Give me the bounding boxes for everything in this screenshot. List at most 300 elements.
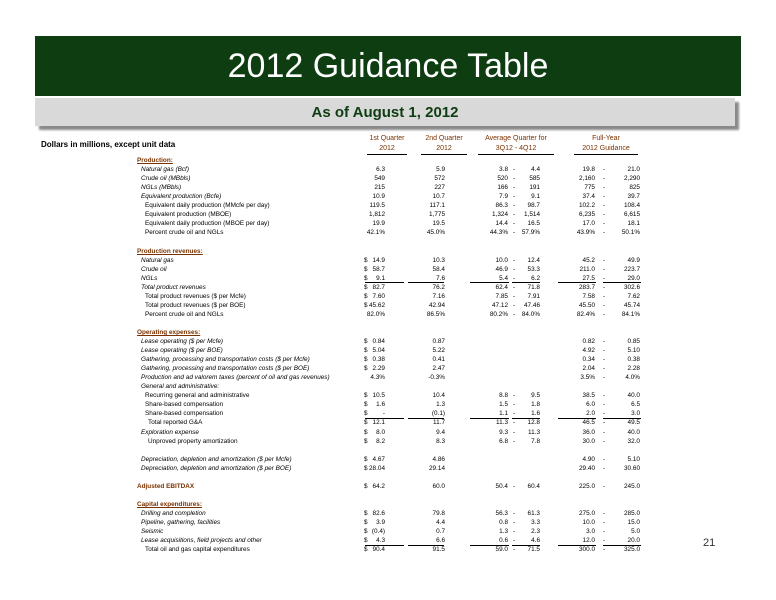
cell-avg-low: 0.6 — [499, 537, 508, 545]
dollar-sign: $ — [364, 410, 368, 418]
page-subtitle: As of August 1, 2012 — [311, 103, 459, 121]
cell-fy-low: 17.0 — [582, 220, 595, 228]
cell-fy-low: 0.34 — [582, 356, 595, 364]
row-label: Share-based compensation — [145, 401, 224, 409]
table-row — [0, 509, 776, 518]
dollar-sign: $ — [364, 338, 368, 345]
range-dash: - — [603, 347, 606, 355]
cell-q2: 5.22 — [432, 347, 445, 355]
range-dash: - — [513, 519, 516, 526]
dollar-sign: $ — [364, 537, 368, 545]
spacer-row — [0, 446, 776, 455]
range-dash: - — [513, 283, 516, 291]
cell-fy-high: 49.5 — [627, 419, 640, 427]
cell-q1: 12.1 — [372, 419, 385, 427]
cell-fy-low: 2.0 — [586, 410, 595, 418]
cell-q1: 90.4 — [372, 546, 385, 554]
cell-fy-high: 84.1% — [621, 310, 640, 318]
range-dash: - — [513, 175, 516, 183]
cell-avg-low: 1,324 — [492, 211, 508, 219]
cell-q2: 4.86 — [432, 455, 445, 463]
cell-q2: 117.1 — [429, 202, 445, 210]
cell-q1: 1.6 — [376, 401, 385, 409]
cell-avg-high: 7.91 — [527, 292, 540, 300]
cell-fy-low: 38.5 — [582, 392, 595, 400]
cell-avg-high: 71.8 — [527, 283, 540, 291]
row-label: Lease operating ($ per Mcfe) — [141, 338, 224, 345]
cell-fy-high: 325.0 — [624, 546, 640, 554]
row-label: Equivalent daily production (MMcfe per day) — [145, 202, 270, 210]
cell-q2: 0.41 — [432, 356, 445, 364]
range-dash: - — [603, 437, 606, 445]
cell-fy-low: 36.0 — [582, 428, 595, 436]
row-label: Total oil and gas capital expenditures — [145, 546, 250, 554]
dollar-sign: $ — [364, 401, 368, 409]
dollar-sign: $ — [364, 528, 368, 536]
cell-avg-low: 166 — [497, 184, 508, 192]
cell-q2: (0.1) — [431, 410, 445, 418]
subtitle-banner — [35, 98, 735, 126]
table-row — [0, 283, 776, 292]
range-dash: - — [603, 419, 606, 427]
range-dash: - — [603, 256, 606, 264]
range-dash: - — [513, 274, 516, 282]
page-number: 21 — [703, 537, 716, 549]
range-dash: - — [513, 410, 516, 418]
range-dash: - — [513, 482, 516, 490]
cell-fy-low: 29.40 — [579, 464, 595, 472]
cell-fy-low: 19.8 — [582, 166, 595, 174]
cell-q1: 28.04 — [369, 464, 385, 472]
cell-avg-low: 3.8 — [499, 166, 508, 174]
cell-avg-low: 7.85 — [495, 292, 508, 300]
dollar-sign: $ — [364, 482, 368, 490]
range-dash: - — [513, 256, 516, 264]
row-label: Crude oil (MBbls) — [141, 175, 191, 183]
cell-q2: 8.3 — [436, 437, 445, 445]
cell-fy-low: 300.0 — [579, 546, 595, 554]
cell-avg-low: 8.8 — [499, 392, 508, 400]
cell-q1: 82.7 — [372, 283, 385, 291]
cell-q2: 91.5 — [432, 546, 445, 554]
table-row — [0, 337, 776, 346]
row-label: Drilling and completion — [141, 509, 206, 517]
range-dash: - — [513, 537, 516, 545]
cell-avg-high: 11.3 — [528, 428, 540, 436]
cell-fy-low: 45.2 — [582, 256, 595, 264]
cell-q2: 7.16 — [432, 292, 445, 300]
cell-fy-high: 285.0 — [624, 509, 640, 517]
table-row — [0, 373, 776, 382]
cell-fy-high: 32.0 — [627, 437, 640, 445]
row-label: Production and ad valorem taxes (percent of oil and gas revenues) — [141, 374, 330, 382]
cell-q1: - — [382, 410, 385, 418]
cell-fy-low: 30.0 — [582, 437, 595, 445]
range-dash: - — [603, 519, 606, 526]
range-dash: - — [603, 283, 606, 291]
cell-fy-low: 4.90 — [582, 455, 595, 463]
cell-avg-low: 10.0 — [495, 256, 508, 264]
cell-avg-low: 80.2% — [489, 310, 508, 318]
cell-q2: 6.6 — [436, 537, 445, 545]
cell-fy-high: 50.1% — [621, 229, 640, 237]
cell-fy-high: 18.1 — [627, 220, 640, 228]
cell-fy-high: 40.0 — [627, 392, 640, 400]
spacer-row — [0, 473, 776, 482]
cell-avg-high: 1.6 — [531, 410, 540, 418]
table-row — [0, 183, 776, 192]
cell-fy-high: 40.0 — [627, 428, 640, 436]
cell-q1: 82.6 — [372, 509, 385, 517]
dollar-sign: $ — [364, 437, 368, 445]
range-dash: - — [603, 537, 606, 545]
cell-q1: (0.4) — [371, 528, 385, 536]
cell-fy-low: 2.04 — [582, 365, 595, 373]
cell-q2: 42.94 — [429, 301, 445, 309]
range-dash: - — [513, 428, 516, 436]
cell-fy-low: 211.0 — [579, 265, 595, 273]
cell-fy-high: 29.0 — [627, 274, 640, 282]
row-label: NGLs (MBbls) — [141, 184, 182, 192]
cell-fy-high: 108.4 — [624, 202, 640, 210]
cell-fy-high: 39.7 — [627, 193, 640, 201]
cell-avg-high: 84.0% — [521, 310, 540, 318]
cell-q2: 10.4 — [432, 392, 445, 400]
cell-avg-low: 14.4 — [495, 220, 508, 228]
cell-q2: 9.4 — [436, 428, 445, 436]
cell-q1: 6.3 — [376, 166, 385, 174]
cell-fy-high: 6,615 — [624, 211, 640, 219]
cell-q2: 2.47 — [432, 365, 445, 373]
cell-fy-high: 5.10 — [627, 455, 640, 463]
cell-fy-low: 6.0 — [586, 401, 595, 409]
range-dash: - — [603, 365, 606, 373]
cell-q2: 60.0 — [432, 482, 445, 490]
dollar-sign: $ — [364, 256, 368, 264]
cell-q1: 0.38 — [372, 356, 385, 364]
cell-q1: 3.9 — [376, 519, 385, 526]
table-row — [0, 464, 776, 473]
row-label: NGLs — [141, 274, 158, 282]
range-dash: - — [603, 184, 606, 192]
range-dash: - — [513, 301, 516, 309]
cell-fy-low: 775 — [584, 184, 595, 192]
row-label: Gathering, processing and transportation costs ($ per BOE) — [141, 365, 310, 373]
cell-fy-low: 225.0 — [579, 482, 595, 490]
dollar-sign: $ — [364, 392, 368, 400]
table-row — [0, 228, 776, 237]
cell-q2: 5.9 — [436, 166, 445, 174]
table-row — [0, 328, 776, 337]
cell-q1: 549 — [374, 175, 385, 183]
cell-fy-low: 45.50 — [579, 301, 595, 309]
row-label: Exploration expense — [141, 428, 199, 436]
cell-q2: 76.2 — [432, 283, 445, 291]
cell-q1: 215 — [374, 184, 385, 192]
cell-fy-low: 275.0 — [579, 509, 595, 517]
cell-avg-low: 520 — [497, 175, 508, 183]
table-row — [0, 265, 776, 274]
cell-fy-low: 2,160 — [579, 175, 595, 183]
column-header-q1: 1st Quarter 2012 — [367, 134, 407, 155]
row-label: Depreciation, depletion and amortization ($ per Mcfe) — [141, 455, 292, 463]
row-label: Recurring general and administrative — [145, 392, 250, 400]
section-header: Production revenues: — [137, 247, 203, 255]
row-label: Lease acquisitions, field projects and other — [141, 537, 262, 545]
cell-q2: -0.3% — [428, 374, 445, 382]
row-label: Percent crude oil and NGLs — [145, 229, 224, 237]
table-row — [0, 219, 776, 228]
row-label: Crude oil — [141, 265, 167, 273]
table-row — [0, 400, 776, 409]
cell-q1: 58.7 — [372, 265, 385, 273]
row-label: Depreciation, depletion and amortization ($ per BOE) — [141, 464, 292, 472]
cell-q1: 82.0% — [366, 310, 385, 318]
cell-avg-high: 57.9% — [521, 229, 540, 237]
range-dash: - — [603, 292, 606, 300]
range-dash: - — [603, 310, 606, 318]
cell-fy-high: 30.60 — [624, 464, 640, 472]
range-dash: - — [513, 419, 516, 427]
cell-q2: 29.14 — [429, 464, 445, 472]
cell-avg-high: 60.4 — [527, 482, 540, 490]
table-row — [0, 201, 776, 210]
dollar-sign: $ — [364, 292, 368, 300]
cell-fy-high: 21.0 — [627, 166, 640, 174]
cell-q1: 4.3 — [376, 537, 385, 545]
cell-avg-high: 4.6 — [531, 537, 540, 545]
cell-avg-low: 46.9 — [495, 265, 508, 273]
cell-avg-high: 585 — [529, 175, 540, 183]
cell-fy-high: 3.0 — [631, 410, 640, 418]
dollar-sign: $ — [364, 347, 368, 355]
table-row — [0, 210, 776, 219]
cell-fy-high: 4.0% — [625, 374, 640, 382]
cell-q1: 0.84 — [372, 338, 385, 345]
range-dash: - — [603, 166, 606, 174]
cell-fy-high: 0.85 — [627, 338, 640, 345]
cell-q1: 4.67 — [372, 455, 385, 463]
cell-fy-low: 46.5 — [582, 419, 595, 427]
row-label: Equivalent production (Bcfe) — [141, 193, 222, 201]
cell-fy-high: 5.10 — [627, 347, 640, 355]
table-row — [0, 156, 776, 165]
range-dash: - — [603, 428, 606, 436]
cell-fy-low: 7.58 — [582, 292, 595, 300]
cell-q1: 4.3% — [370, 374, 385, 382]
row-label: Total reported G&A — [148, 419, 203, 427]
row-label: Equivalent daily production (MBOE per day) — [145, 220, 270, 228]
cell-avg-low: 44.3% — [489, 229, 508, 237]
cell-avg-high: 47.46 — [524, 301, 540, 309]
column-header-q2: 2nd Quarter 2012 — [421, 134, 467, 155]
cell-avg-high: 191 — [529, 184, 540, 192]
cell-avg-low: 1.5 — [499, 401, 508, 409]
cell-fy-high: 223.7 — [624, 265, 640, 273]
cell-q1: 14.9 — [372, 256, 385, 264]
cell-fy-high: 45.74 — [624, 301, 640, 309]
cell-q2: 0.7 — [436, 528, 445, 536]
row-label: Natural gas (Bcf) — [141, 166, 189, 174]
dollar-sign: $ — [364, 428, 368, 436]
table-row — [0, 500, 776, 509]
units-note: Dollars in millions, except unit data — [41, 140, 176, 149]
spacer-row — [0, 237, 776, 246]
cell-avg-low: 1.1 — [499, 410, 508, 418]
cell-fy-low: 82.4% — [576, 310, 595, 318]
cell-fy-low: 3.0 — [586, 528, 595, 536]
table-row — [0, 274, 776, 283]
table-row — [0, 192, 776, 201]
cell-q2: 11.7 — [433, 419, 445, 427]
range-dash: - — [603, 528, 606, 536]
cell-q1: 10.9 — [372, 193, 385, 201]
row-label: Total product revenues ($ per Mcfe) — [145, 292, 246, 300]
table-row — [0, 518, 776, 527]
table-row — [0, 437, 776, 446]
cell-avg-high: 16.5 — [527, 220, 540, 228]
cell-avg-high: 12.4 — [527, 256, 540, 264]
cell-fy-low: 0.82 — [582, 338, 595, 345]
cell-q1: 9.1 — [376, 274, 385, 282]
row-label: Total product revenues ($ per BOE) — [145, 301, 246, 309]
cell-q2: 0.87 — [432, 338, 445, 345]
cell-q1: 42.1% — [366, 229, 385, 237]
cell-fy-high: 49.9 — [627, 256, 640, 264]
section-header: Capital expenditures: — [137, 500, 202, 508]
page-title: 2012 Guidance Table — [227, 46, 549, 85]
column-header-fy: Full-Year 2012 Guidance — [574, 134, 638, 155]
cell-q1: 5.04 — [372, 347, 385, 355]
cell-q1: 19.9 — [372, 220, 385, 228]
cell-avg-high: 53.3 — [527, 265, 540, 273]
cell-avg-low: 9.3 — [499, 428, 508, 436]
range-dash: - — [603, 464, 606, 472]
cell-avg-low: 56.3 — [495, 509, 508, 517]
cell-avg-low: 86.3 — [495, 202, 508, 210]
table-row — [0, 545, 776, 554]
cell-fy-low: 27.5 — [582, 274, 595, 282]
cell-q2: 58.4 — [432, 265, 445, 273]
cell-avg-high: 1,514 — [524, 211, 540, 219]
cell-fy-low: 37.4 — [582, 193, 595, 201]
range-dash: - — [513, 292, 516, 300]
cell-q2: 7.6 — [436, 274, 445, 282]
range-dash: - — [603, 274, 606, 282]
table-row — [0, 292, 776, 301]
cell-q1: 8.2 — [376, 437, 385, 445]
cell-fy-high: 825 — [629, 184, 640, 192]
cell-fy-low: 283.7 — [579, 283, 595, 291]
cell-fy-low: 3.5% — [580, 374, 595, 382]
range-dash: - — [603, 175, 606, 183]
range-dash: - — [513, 184, 516, 192]
range-dash: - — [603, 410, 606, 418]
range-dash: - — [513, 528, 516, 536]
cell-avg-high: 1.8 — [531, 401, 540, 409]
cell-fy-high: 5.0 — [631, 528, 640, 536]
cell-fy-high: 15.0 — [627, 519, 640, 526]
section-header: Operating expenses: — [137, 328, 201, 336]
range-dash: - — [513, 401, 516, 409]
range-dash: - — [513, 220, 516, 228]
range-dash: - — [603, 374, 606, 382]
title-banner — [35, 36, 741, 96]
cell-avg-low: 59.0 — [495, 546, 508, 554]
cell-fy-high: 2,290 — [624, 175, 640, 183]
cell-avg-high: 9.1 — [531, 193, 540, 201]
table-row — [0, 536, 776, 545]
table-row — [0, 428, 776, 437]
cell-avg-high: 7.8 — [531, 437, 540, 445]
cell-fy-low: 10.0 — [582, 519, 595, 526]
range-dash: - — [603, 211, 606, 219]
cell-fy-high: 0.38 — [627, 356, 640, 364]
table-row — [0, 527, 776, 536]
range-dash: - — [513, 211, 516, 219]
cell-q1: 2.29 — [372, 365, 385, 373]
cell-avg-low: 5.4 — [499, 274, 508, 282]
cell-avg-high: 4.4 — [531, 166, 540, 174]
range-dash: - — [603, 265, 606, 273]
range-dash: - — [513, 229, 516, 237]
table-row — [0, 364, 776, 373]
range-dash: - — [513, 265, 516, 273]
cell-q1: 64.2 — [372, 482, 385, 490]
table-row — [0, 482, 776, 491]
range-dash: - — [603, 392, 606, 400]
table-row — [0, 247, 776, 256]
dollar-sign: $ — [364, 546, 368, 554]
dollar-sign: $ — [364, 519, 368, 526]
cell-q2: 19.5 — [432, 220, 445, 228]
range-dash: - — [603, 455, 606, 463]
cell-fy-high: 302.6 — [624, 283, 640, 291]
range-dash: - — [603, 220, 606, 228]
table-row — [0, 165, 776, 174]
range-dash: - — [513, 310, 516, 318]
row-label: Natural gas — [141, 256, 174, 264]
cell-avg-low: 0.8 — [499, 519, 508, 526]
cell-avg-high: 12.8 — [527, 419, 540, 427]
dollar-sign: $ — [364, 464, 368, 472]
cell-q2: 86.5% — [426, 310, 445, 318]
cell-q1: 45.62 — [369, 301, 385, 309]
spacer-row — [0, 491, 776, 500]
cell-fy-low: 4.92 — [582, 347, 595, 355]
dollar-sign: $ — [364, 455, 368, 463]
range-dash: - — [603, 356, 606, 364]
cell-q2: 79.8 — [432, 509, 445, 517]
cell-q2: 45.0% — [426, 229, 445, 237]
range-dash: - — [513, 193, 516, 201]
cell-q1: 119.5 — [369, 202, 385, 210]
table-row — [0, 174, 776, 183]
cell-avg-low: 6.8 — [499, 437, 508, 445]
cell-q1: 1,812 — [369, 211, 385, 219]
cell-fy-low: 12.0 — [582, 537, 595, 545]
dollar-sign: $ — [364, 265, 368, 273]
row-label: Equivalent production (MBOE) — [145, 211, 232, 219]
cell-q1: 7.60 — [372, 292, 385, 300]
table-row — [0, 418, 776, 427]
cell-q2: 4.4 — [436, 519, 445, 526]
cell-avg-low: 62.4 — [495, 283, 508, 291]
table-row — [0, 355, 776, 364]
range-dash: - — [603, 229, 606, 237]
cell-avg-high: 71.5 — [527, 546, 540, 554]
range-dash: - — [513, 202, 516, 210]
